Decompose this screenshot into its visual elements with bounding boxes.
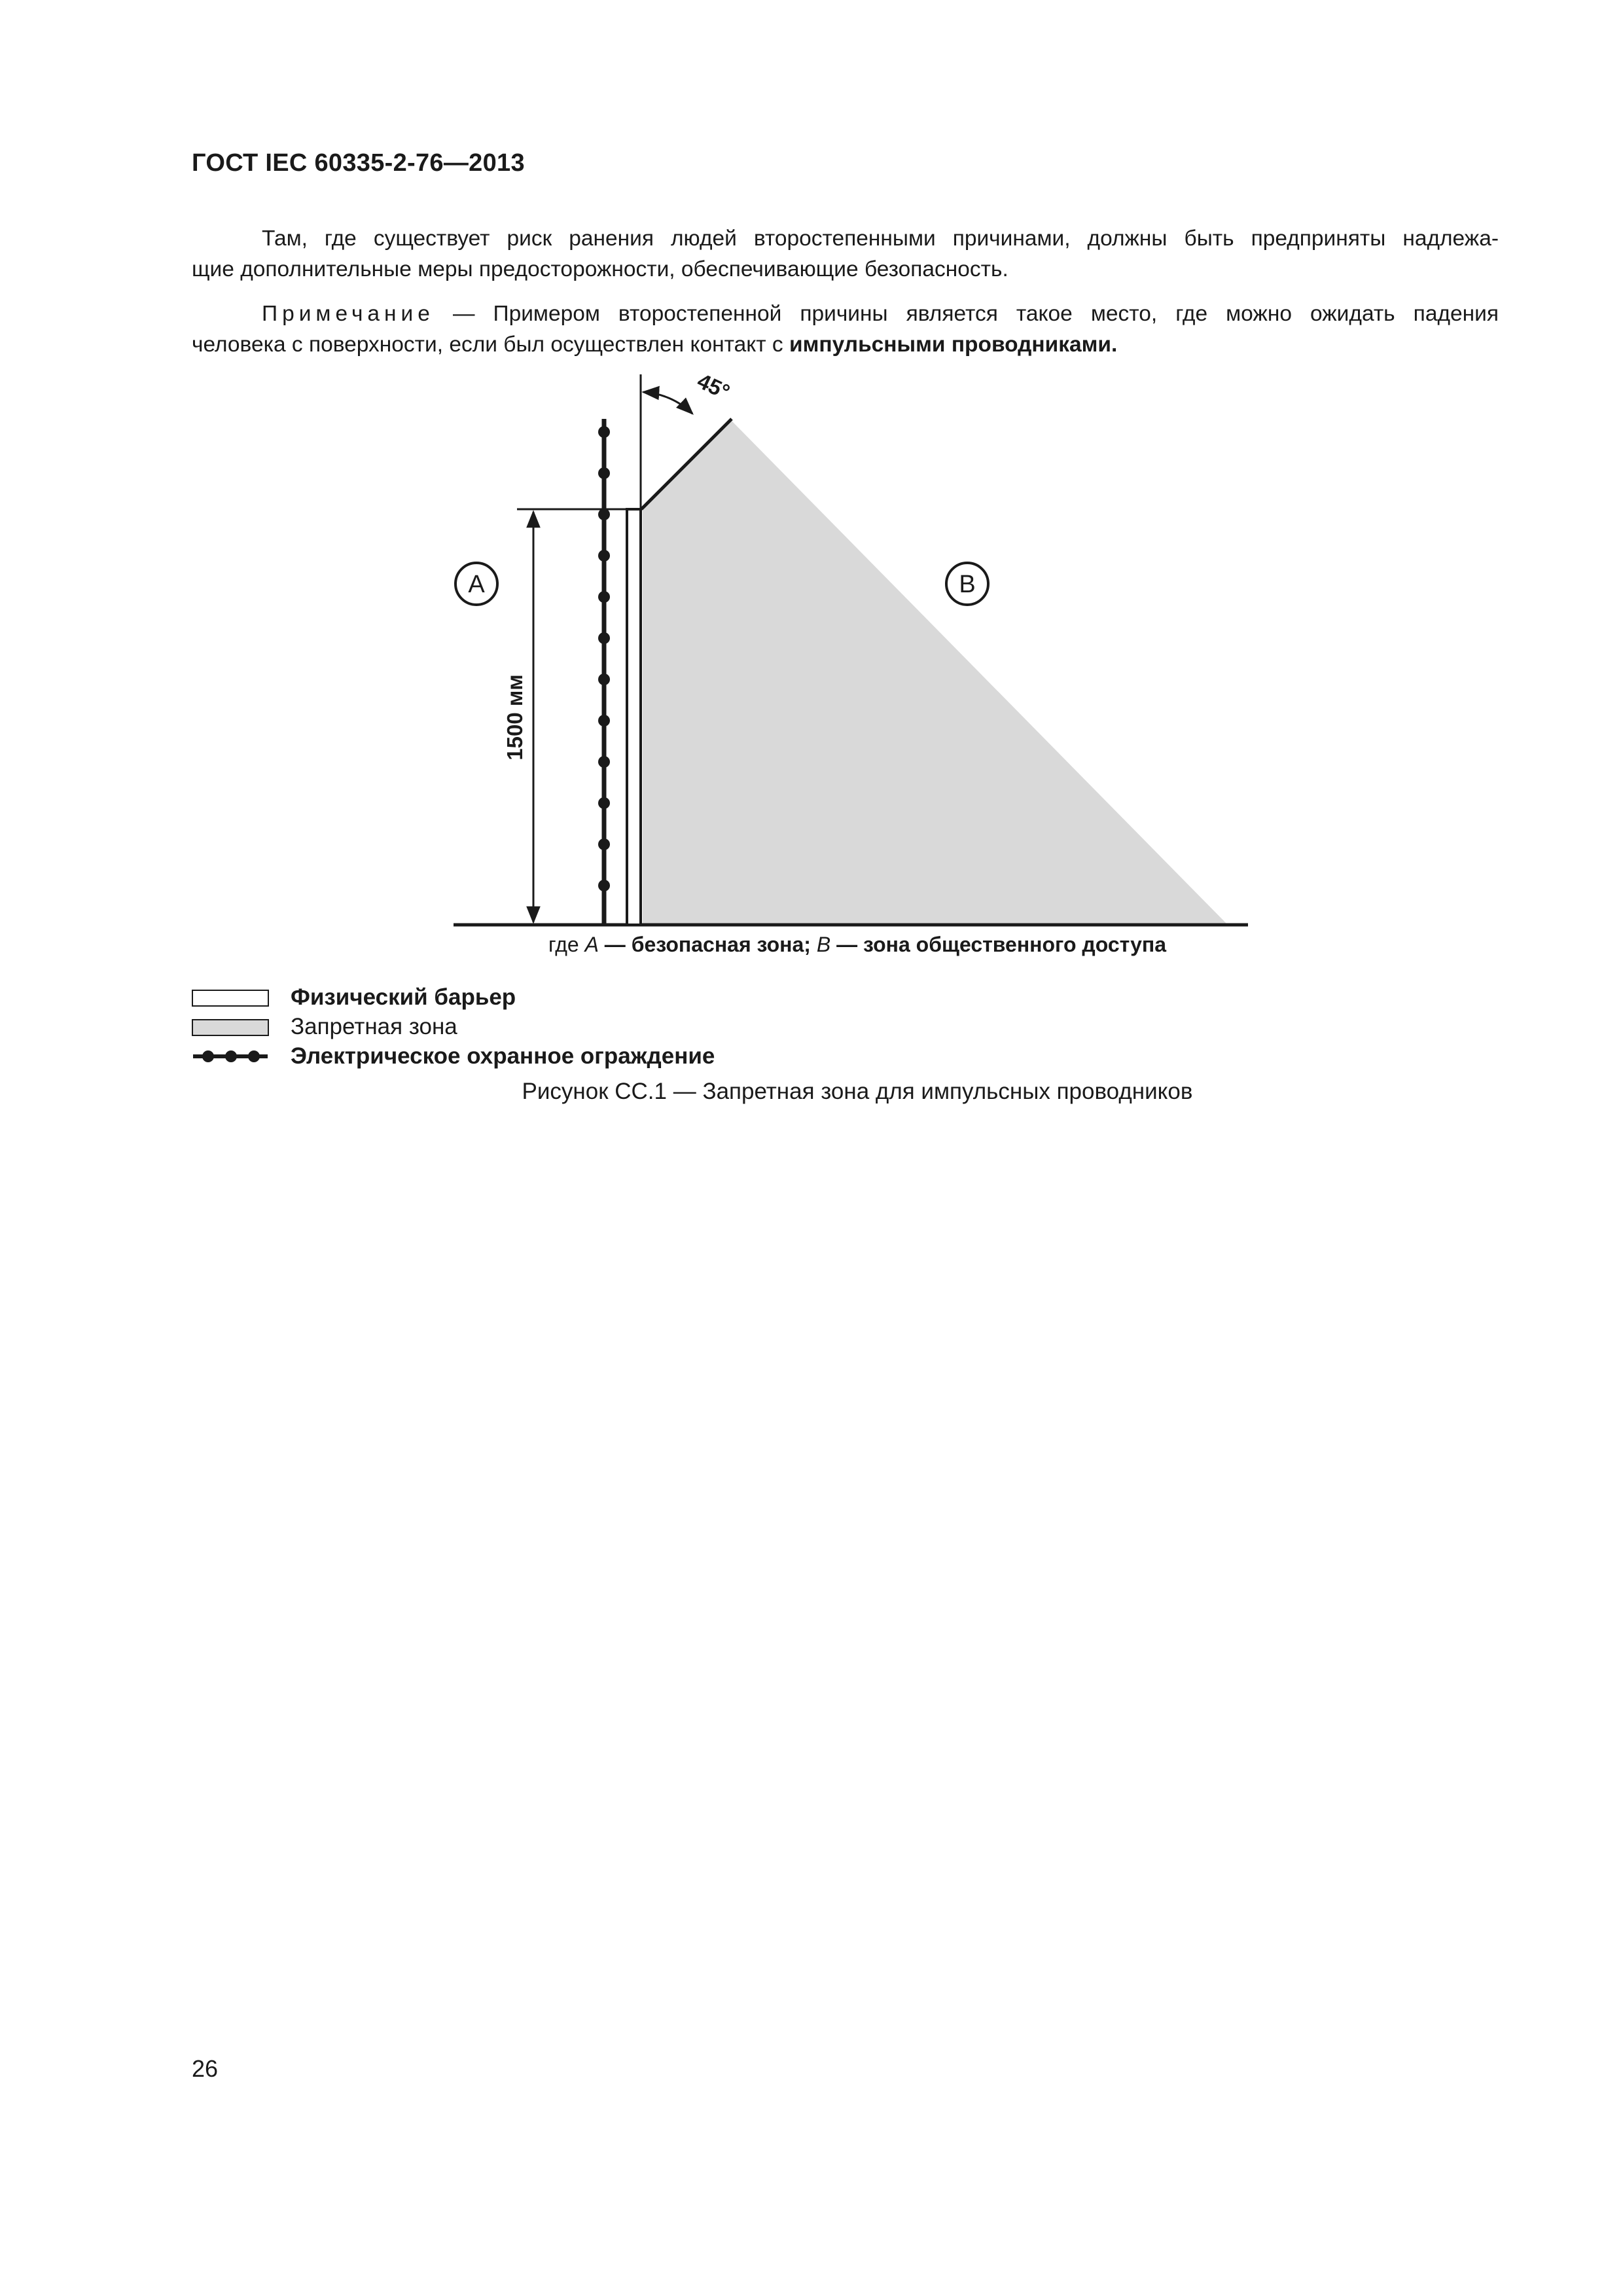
note-emphasis: импульсными проводниками. bbox=[789, 332, 1118, 357]
fence-node bbox=[598, 838, 610, 850]
paragraph-risk-line-1: Там, где существует риск ранения людей второстепенными причинами, должны быть предприняты надлежа- bbox=[262, 226, 1499, 251]
fence-node bbox=[598, 715, 610, 726]
fence-symbol bbox=[192, 1042, 269, 1071]
fence-node bbox=[598, 756, 610, 768]
page-number: 26 bbox=[192, 2055, 219, 2082]
note-text-2: человека с поверхности, если был осуществлен контакт с bbox=[192, 332, 789, 357]
standard-header: ГОСТ IEC 60335-2-76—2013 bbox=[192, 149, 525, 177]
angle-label: 45° bbox=[694, 368, 734, 404]
height-label: 1500 мм bbox=[503, 674, 527, 761]
fence-node bbox=[598, 467, 610, 479]
fence-node bbox=[598, 426, 610, 438]
fence-node bbox=[598, 509, 610, 520]
restricted-swatch bbox=[192, 1013, 269, 1041]
barrier-swatch bbox=[192, 983, 269, 1012]
fence-node bbox=[598, 632, 610, 644]
legend-item-fence bbox=[192, 1042, 715, 1071]
zone-b-label: B bbox=[959, 571, 976, 598]
where-b-text: — зона общественного доступа bbox=[830, 933, 1167, 956]
figure-caption: Рисунок СС.1 — Запретная зона для импульсных проводников bbox=[522, 1079, 1193, 1104]
where-a-text: — безопасная зона; bbox=[598, 933, 817, 956]
restricted-zone-diagram bbox=[0, 0, 1623, 982]
physical-barrier bbox=[627, 509, 641, 925]
where-a-letter: A bbox=[584, 933, 599, 956]
note-label: Примечание bbox=[262, 302, 435, 326]
legend-fence-label: Электрическое охранное ограждение bbox=[291, 1043, 715, 1069]
where-prefix: где bbox=[548, 933, 585, 956]
legend-item-barrier bbox=[192, 983, 516, 1012]
restricted-zone-area bbox=[643, 421, 1228, 925]
angle-arc bbox=[643, 392, 692, 414]
fence-node bbox=[598, 880, 610, 891]
fence-node bbox=[598, 591, 610, 603]
legend-item-restricted bbox=[192, 1013, 457, 1041]
legend-restricted-label: Запретная зона bbox=[291, 1014, 457, 1039]
where-b-letter: B bbox=[816, 933, 831, 956]
legend-barrier-label: Физический барьер bbox=[291, 984, 516, 1010]
paragraph-risk-line-2: щие дополнительные меры предосторожности, обеспечивающие безопасность. bbox=[192, 257, 1008, 281]
fence-node bbox=[598, 673, 610, 685]
note-text: — Примером второстепенной причины является такое место, где можно ожидать падения bbox=[434, 302, 1499, 326]
zone-a-label: A bbox=[468, 571, 485, 598]
figure-key-text bbox=[393, 933, 1322, 957]
fence-node bbox=[598, 550, 610, 562]
fence-node bbox=[598, 797, 610, 809]
